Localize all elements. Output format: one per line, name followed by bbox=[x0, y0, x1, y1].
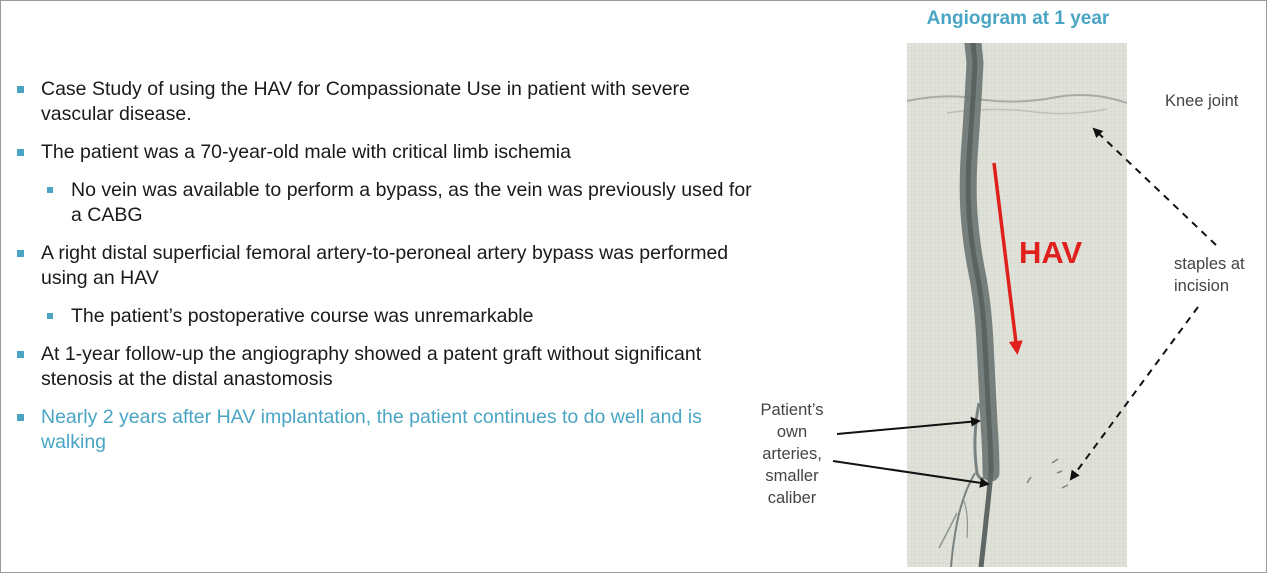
bullet-text: The patient was a 70-year-old male with critical limb ischemia bbox=[41, 141, 571, 163]
bullet-patient bbox=[15, 140, 755, 165]
bullet-case-study bbox=[15, 77, 755, 127]
bullet-text: The patient’s postoperative course was unremarkable bbox=[71, 305, 534, 327]
bullet-text: Nearly 2 years after HAV implantation, the patient continues to do well and is walking bbox=[41, 406, 702, 453]
bullet-bypass bbox=[15, 241, 755, 291]
hav-label: HAV bbox=[1019, 235, 1083, 270]
bullet-square-icon bbox=[17, 86, 24, 93]
sub-bullet-no-vein bbox=[45, 178, 755, 228]
bullet-square-icon bbox=[17, 414, 24, 421]
bullet-square-icon bbox=[17, 351, 24, 358]
angiogram-background bbox=[907, 43, 1127, 567]
bullet-square-icon bbox=[17, 250, 24, 257]
bullet-square-icon bbox=[47, 187, 53, 193]
angiogram-title: Angiogram at 1 year bbox=[926, 8, 1110, 29]
knee-joint-label: Knee joint bbox=[1165, 92, 1239, 110]
bullet-square-icon bbox=[17, 149, 24, 156]
bullet-text: No vein was available to perform a bypass, as the vein was previously used for a CABG bbox=[71, 179, 752, 226]
bullet-outcome bbox=[15, 405, 755, 455]
bullet-text: At 1-year follow-up the angiography showed a patent graft without significant stenosis at the distal anastomosis bbox=[41, 343, 702, 390]
staples-label: staples at incision bbox=[1174, 255, 1245, 295]
bullet-list bbox=[15, 77, 755, 468]
sub-bullet-postoperative bbox=[45, 304, 755, 329]
bullet-follow-up bbox=[15, 342, 755, 392]
bullet-square-icon bbox=[47, 313, 53, 319]
own-arteries-label: Patient’s own arteries, smaller caliber bbox=[760, 401, 824, 507]
bullet-text: A right distal superficial femoral artery-to-peroneal artery bypass was performed using an HAV bbox=[41, 242, 729, 289]
bullet-text: Case Study of using the HAV for Compassionate Use in patient with severe vascular disease. bbox=[41, 78, 690, 125]
angiogram-image bbox=[907, 43, 1127, 567]
